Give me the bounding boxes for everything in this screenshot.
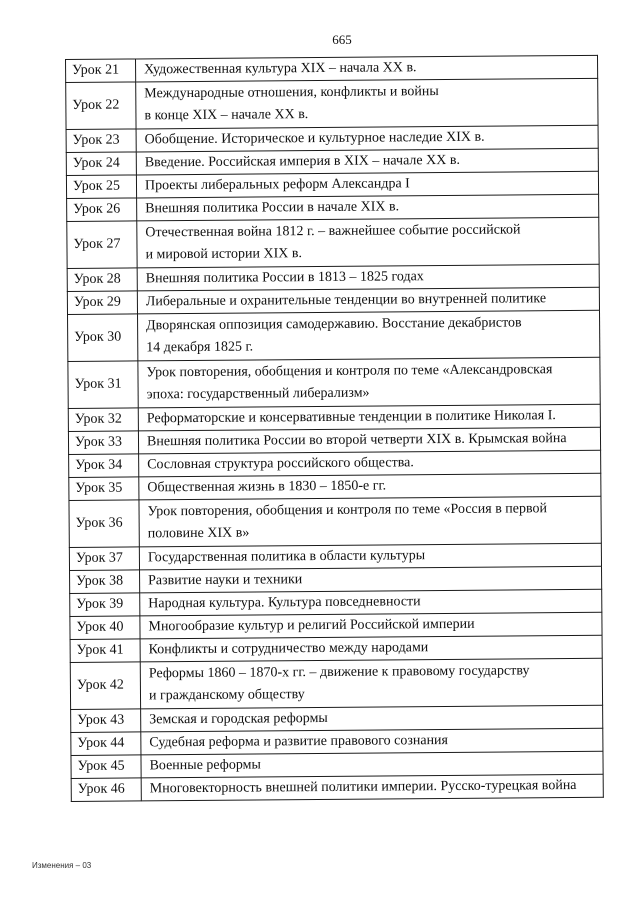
lesson-number: Урок 28 (67, 268, 137, 292)
lesson-title-line: Общественная жизнь в 1830 – 1850-е гг. (147, 478, 387, 496)
lesson-number: Урок 23 (66, 129, 136, 153)
lesson-table-body (66, 55, 604, 801)
lesson-number: Урок 43 (71, 709, 141, 733)
lesson-number: Урок 38 (70, 570, 140, 594)
lesson-row (70, 658, 602, 709)
lesson-title-line: Военные реформы (149, 757, 261, 774)
lesson-number: Урок 30 (68, 314, 138, 362)
lesson-number: Урок 25 (66, 175, 136, 199)
lesson-title-line: Урок повторения, обобщения и контроля по теме «Александровская (146, 362, 553, 381)
lesson-title-line: эпоха: государственный либерализм» (146, 385, 370, 403)
lesson-title (138, 310, 600, 361)
lesson-title (138, 404, 600, 431)
lesson-number: Урок 40 (70, 616, 140, 640)
lesson-number: Урок 37 (69, 547, 139, 571)
lesson-number: Урок 46 (71, 778, 141, 802)
lesson-number: Урок 26 (67, 198, 137, 222)
lesson-title-line: Международные отношения, конфликты и войны (144, 84, 439, 102)
lesson-title-line: Урок повторения, обобщения и контроля по теме «Россия в первой (147, 501, 548, 520)
lesson-number: Урок 39 (70, 593, 140, 617)
lesson-title-line: Внешняя политика России в начале XIX в. (145, 199, 400, 217)
lesson-plan-table (65, 55, 604, 802)
lesson-title-line: Обобщение. Историческое и культурное наследие XIX в. (144, 129, 485, 148)
lesson-title-line: Земская и городская реформы (149, 710, 328, 728)
lesson-title-line: Реформаторские и консервативные тенденции в политике Николая I. (146, 408, 556, 427)
lesson-number: Урок 27 (67, 221, 137, 269)
lesson-title-line: Внешняя политика России во второй четверти XIX в. Крымская война (146, 431, 567, 450)
lesson-title-line: половине XIX в» (147, 525, 250, 542)
lesson-number: Урок 42 (70, 662, 140, 710)
lesson-row (69, 496, 601, 547)
lesson-number: Урок 41 (70, 639, 140, 663)
lesson-number: Урок 44 (71, 732, 141, 756)
lesson-title (137, 217, 599, 268)
lesson-title-line: Отечественная война 1812 г. – важнейшее событие российской (145, 222, 521, 241)
lesson-number: Урок 36 (69, 500, 139, 548)
lesson-title-line: и мировой истории XIX в. (145, 246, 303, 263)
lesson-number: Урок 32 (68, 408, 138, 432)
lesson-number: Урок 35 (69, 477, 139, 501)
lesson-title-line: Дворянская оппозиция самодержавию. Восстание декабристов (146, 315, 522, 334)
lesson-row (67, 287, 599, 314)
lesson-title (138, 427, 600, 454)
page-number: 665 (332, 32, 352, 47)
lesson-title-line: Многовекторность внешней политики империи. Русско-турецкая война (149, 778, 577, 797)
lesson-number: Урок 45 (71, 755, 141, 779)
lesson-title-line: Судебная реформа и развитие правового сознания (149, 733, 449, 751)
lesson-title-line: Многообразие культур и религий Российской империи (148, 616, 475, 635)
lesson-title-line: Проекты либеральных реформ Александра I (144, 176, 410, 194)
lesson-number: Урок 33 (68, 431, 138, 455)
lesson-title-line: и гражданскому обществу (148, 687, 305, 704)
lesson-row (67, 217, 599, 268)
lesson-title-line: Народная культура. Культура повседневности (148, 594, 421, 612)
lesson-number: Урок 34 (69, 454, 139, 478)
lesson-title (139, 496, 601, 547)
lesson-title-line: Либеральные и охранительные тенденции во внутренней политике (145, 291, 547, 310)
lesson-number: Урок 31 (68, 361, 138, 409)
lesson-title-line: Художественная культура XIX – начала XX в. (144, 60, 417, 78)
lesson-title-line: Внешняя политика России в 1813 – 1825 годах (145, 269, 424, 287)
lesson-title-line: 14 декабря 1825 г. (146, 339, 254, 356)
lesson-title-line: Развитие науки и техники (148, 572, 303, 589)
lesson-title-line: Введение. Российская империя в XIX – начале XX в. (144, 152, 460, 171)
lesson-row (68, 427, 600, 454)
lesson-number: Урок 24 (66, 152, 136, 176)
lesson-title (140, 658, 602, 709)
lesson-row (68, 404, 600, 431)
lesson-title (137, 287, 599, 314)
lesson-number: Урок 21 (66, 59, 136, 83)
lesson-row (71, 774, 603, 801)
lesson-number: Урок 22 (66, 82, 136, 130)
lesson-title-line: в конце XIX – начале XX в. (144, 107, 309, 124)
lesson-row (68, 357, 600, 408)
lesson-title (138, 357, 600, 408)
lesson-title-line: Государственная политика в области культуры (147, 548, 426, 566)
lesson-title-line: Конфликты и сотрудничество между народами (148, 640, 429, 658)
lesson-title (141, 774, 603, 801)
revision-footer: Изменения – 03 (32, 861, 92, 870)
lesson-row (66, 78, 598, 129)
lesson-row (68, 310, 600, 361)
lesson-title-line: Реформы 1860 – 1870-х гг. – движение к правовому государству (148, 663, 530, 682)
lesson-number: Урок 29 (67, 291, 137, 315)
lesson-title (136, 78, 598, 129)
lesson-title-line: Сословная структура российского общества. (147, 455, 414, 473)
